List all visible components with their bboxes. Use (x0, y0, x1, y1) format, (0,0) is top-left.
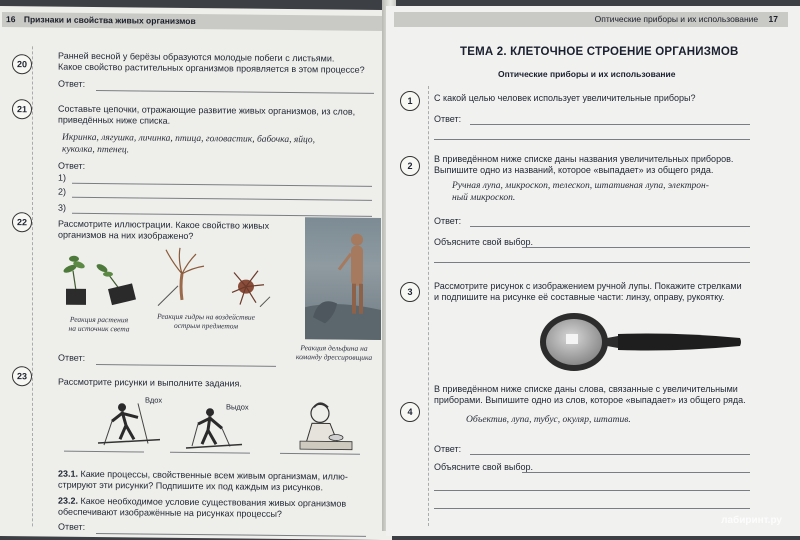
question-21-item-2: 2) (58, 186, 67, 197)
question-2-text: В приведённом ниже списке даны названия увеличительных приборов. Выпишите одно из названий, которое «выпадает» из общего ряда. (434, 154, 734, 175)
question-20-text: Ранней весной у берёзы образуются молодые побеги с листьями. Какое свойство растительных организмов проявляется в этом процессе? (58, 50, 365, 75)
question-20-answer-label: Ответ: (58, 78, 86, 89)
question-23-1-text: 23.1. Какие процессы, свойственные всем живым организмам, иллю- стрируют эти рисунки? Подпишите их под каждым из рисунков. (58, 468, 348, 493)
left-page-number: 16 (6, 14, 16, 25)
question-1-number: 1 (400, 91, 420, 111)
question-21-words: Икринка, лягушка, личинка, птица, головастик, бабочка, яйцо, куколка, птенец. (62, 132, 316, 156)
question-21-line-2[interactable] (72, 197, 372, 201)
question-21-answer-label: Ответ: (58, 160, 86, 171)
question-4-explain-line-2[interactable] (434, 490, 750, 491)
question-4-explain-line-3[interactable] (434, 508, 750, 509)
question-21-line-3[interactable] (72, 213, 372, 217)
right-page-number: 17 (768, 14, 778, 24)
topic-title: ТЕМА 2. КЛЕТОЧНОЕ СТРОЕНИЕ ОРГАНИЗМОВ (460, 46, 739, 58)
hand-magnifier-illustration (536, 308, 746, 378)
question-22-number: 22 (12, 212, 32, 232)
hydra-caption: Реакция гидры на воздействие острым предметом (157, 311, 255, 331)
question-1-text: С какой целью человек использует увеличительные приборы? (434, 93, 696, 103)
right-page (386, 6, 800, 536)
question-2-words: Ручная лупа, микроскоп, телескоп, штативная лупа, электрон- ный микроскоп. (452, 181, 709, 203)
question-23-answer-label: Ответ: (58, 521, 86, 532)
question-4-answer-label: Ответ: (434, 444, 462, 454)
question-23-text: Рассмотрите рисунки и выполните задания. (58, 376, 242, 389)
right-page-header (394, 12, 788, 27)
question-1-answer-line-1[interactable] (470, 124, 750, 125)
question-4-answer-line[interactable] (470, 454, 750, 455)
question-21-item-1: 1) (58, 172, 67, 183)
question-23-2-text: 23.2. Какое необходимое условие существования живых организмов обеспечивают изображённые на рисунках процессы? (58, 495, 347, 519)
question-20-answer-line[interactable] (96, 90, 374, 94)
skier-inhale-illustration (90, 399, 170, 450)
question-2-answer-label: Ответ: (434, 216, 462, 226)
question-20-number: 20 (12, 54, 32, 74)
hydra-illustration (152, 246, 212, 309)
label-exhale: Выдох (226, 402, 249, 412)
left-page (0, 6, 392, 540)
question-1-answer-label: Ответ: (434, 114, 462, 124)
question-2-number: 2 (400, 156, 420, 176)
plant-illustration (58, 243, 142, 314)
q23-signature-line-2[interactable] (170, 452, 250, 454)
question-4-explain-line-1[interactable] (522, 472, 750, 473)
question-22-answer-label: Ответ: (58, 352, 86, 363)
question-21-text: Составьте цепочки, отражающие развитие живых организмов, из слов, приведённых ниже списка. (58, 103, 356, 126)
left-page-title: Признаки и свойства живых организмов (23, 14, 196, 27)
right-margin-line (428, 86, 429, 526)
question-3-text: Рассмотрите рисунок с изображением ручной лупы. Покажите стрелками и подпишите на рисунке её составные части: линзу, оправу, рукоятку. (434, 281, 742, 302)
question-2-explain-line-1[interactable] (522, 247, 750, 248)
question-23-answer-line[interactable] (96, 533, 366, 537)
topic-subtitle: Оптические приборы и их использование (498, 69, 676, 79)
question-4-number: 4 (400, 402, 420, 422)
question-1-answer-line-2[interactable] (434, 139, 750, 140)
question-2-explain-line-2[interactable] (434, 262, 750, 263)
hydra-contracted-illustration (224, 262, 274, 313)
dolphin-photo (305, 217, 381, 340)
dolphin-caption: Реакция дельфина на команду дрессировщика (295, 343, 373, 362)
question-4-words: Объектив, лупа, тубус, окуляр, штатив. (466, 415, 631, 425)
q23-signature-line-3[interactable] (280, 453, 360, 455)
question-22-answer-line[interactable] (96, 364, 276, 367)
left-page-header (2, 12, 386, 31)
plant-caption: Реакция растения на источник света (68, 314, 130, 334)
question-2-explain-label: Объясните свой выбор. (434, 237, 534, 247)
skier-exhale-illustration (180, 404, 250, 451)
q23-signature-line-1[interactable] (64, 451, 144, 453)
question-22-text: Рассмотрите иллюстрации. Какое свойство живых организмов на них изображено? (58, 218, 270, 242)
girl-eating-illustration (290, 397, 360, 454)
question-21-line-1[interactable] (72, 183, 372, 187)
question-4-explain-label: Объясните свой выбор. (434, 462, 534, 472)
question-2-answer-line[interactable] (470, 226, 750, 227)
label-inhale: Вдох (145, 395, 163, 405)
question-21-number: 21 (12, 99, 32, 119)
right-page-section: Оптические приборы и их использование (594, 14, 759, 24)
question-4-text: В приведённом ниже списке даны слова, связанные с увеличительными приборами. Выпишите одно из слов, которое «выпадает» из общего ряда. (434, 384, 746, 405)
question-21-item-3: 3) (58, 202, 67, 213)
question-23-number: 23 (12, 366, 32, 386)
left-margin-line (32, 46, 33, 526)
watermark: лабиринт.ру (721, 515, 782, 526)
question-3-number: 3 (400, 282, 420, 302)
